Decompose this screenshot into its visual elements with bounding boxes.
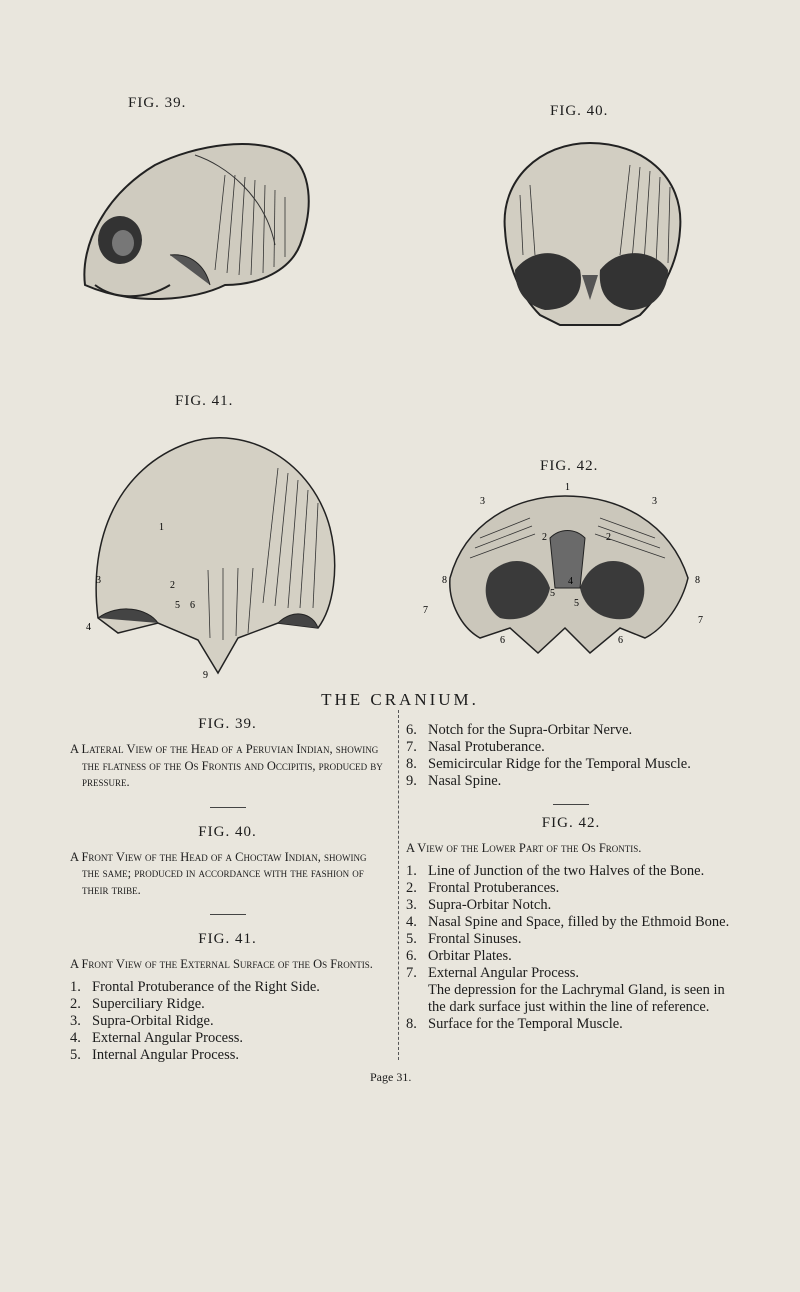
fig41-label-6: 6 bbox=[190, 600, 195, 611]
fig40-plate-label: FIG. 40. bbox=[550, 103, 609, 119]
fig42-list bbox=[406, 863, 736, 1033]
fig42-lower-frontal-illustration bbox=[420, 478, 710, 658]
fig42-description: A View of the Lower Part of the Os Frontis. bbox=[406, 841, 642, 855]
fig41-label-1: 1 bbox=[159, 522, 164, 533]
fig40-description: A Front View of the Head of a Choctaw Indian, showing the same; produced in accordance with the fashion of their tribe. bbox=[70, 849, 367, 897]
fig40-skull-illustration bbox=[490, 135, 690, 330]
fig42-label-4: 4 bbox=[568, 576, 573, 587]
fig42-label-2-right: 2 bbox=[606, 532, 611, 543]
list-item: 2. Superciliary Ridge. bbox=[70, 995, 205, 1012]
list-item: 5. Frontal Sinuses. bbox=[406, 930, 522, 947]
list-item: 4. External Angular Process. bbox=[70, 1029, 244, 1046]
list-item: 2. Frontal Protuberances. bbox=[406, 879, 560, 896]
page-heading: THE CRANIUM. bbox=[321, 690, 479, 709]
fig42-label-5-right: 5 bbox=[574, 598, 579, 609]
fig39-skull-illustration bbox=[75, 135, 315, 310]
list-item: 4. Nasal Spine and Space, filled by the Ethmoid Bone. bbox=[406, 913, 730, 930]
fig42-label-8-right: 8 bbox=[695, 575, 700, 586]
list-item: 8. Semicircular Ridge for the Temporal Muscle. bbox=[406, 756, 691, 772]
fig41-plate-label: FIG. 41. bbox=[175, 393, 234, 409]
fig42-label-3-right: 3 bbox=[652, 496, 657, 507]
fig42-label-5-left: 5 bbox=[550, 588, 555, 599]
fig41-label-5: 5 bbox=[175, 600, 180, 611]
divider-rule bbox=[210, 914, 246, 915]
fig42-label-8-left: 8 bbox=[442, 575, 447, 586]
column-divider bbox=[398, 710, 399, 1060]
list-item: 3. Supra-Orbital Ridge. bbox=[70, 1012, 214, 1029]
divider-rule bbox=[553, 804, 589, 805]
fig41-label-4: 4 bbox=[86, 622, 91, 633]
list-item: 3. Supra-Orbitar Notch. bbox=[406, 896, 552, 913]
divider-rule bbox=[210, 807, 246, 808]
list-item: 7. External Angular Process. bbox=[406, 964, 580, 981]
fig42-plate-label: FIG. 42. bbox=[540, 458, 599, 474]
fig42-label-6-right: 6 bbox=[618, 635, 623, 646]
fig41-label-2: 2 bbox=[170, 580, 175, 591]
fig42-label-6-left: 6 bbox=[500, 635, 505, 646]
fig41-label-3: 3 bbox=[96, 575, 101, 586]
fig42-caption-title: FIG. 42. bbox=[541, 815, 601, 831]
fig41-list-continued bbox=[406, 722, 736, 790]
fig39-caption-title: FIG. 39. bbox=[198, 716, 257, 732]
fig42-label-7-right: 7 bbox=[698, 615, 703, 626]
page-number: Page 31. bbox=[370, 1070, 412, 1084]
fig39-plate-label: FIG. 39. bbox=[128, 95, 187, 111]
list-item: 6. Notch for the Supra-Orbitar Nerve. bbox=[406, 722, 633, 738]
list-item: 8. Surface for the Temporal Muscle. bbox=[406, 1015, 623, 1032]
fig41-label-9: 9 bbox=[203, 670, 208, 680]
right-column bbox=[406, 722, 736, 1033]
left-column bbox=[70, 716, 385, 1064]
fig42-label-3-left: 3 bbox=[480, 496, 485, 507]
list-item: 9. Nasal Spine. bbox=[406, 773, 502, 789]
fig39-description: A Lateral View of the Head of a Peruvian Indian, showing the flatness of the Os Frontis and Occipitis, produced by pressure. bbox=[70, 742, 383, 789]
list-item: 5. Internal Angular Process. bbox=[70, 1046, 239, 1063]
list-item: 7. Nasal Protuberance. bbox=[406, 739, 545, 755]
fig41-frontal-bone-illustration bbox=[78, 418, 343, 680]
list-item: 1. Frontal Protuberance of the Right Side. bbox=[70, 978, 320, 995]
list-item: The depression for the Lachrymal Gland, is seen in the dark surface just within the line of reference. bbox=[428, 981, 725, 1015]
list-item: 1. Line of Junction of the two Halves of the Bone. bbox=[406, 862, 705, 879]
fig40-caption-title: FIG. 40. bbox=[198, 823, 257, 840]
fig42-label-2-left: 2 bbox=[542, 532, 547, 543]
fig42-label-1: 1 bbox=[565, 482, 570, 493]
fig42-label-7-left: 7 bbox=[423, 605, 428, 616]
fig41-description: A Front View of the External Surface of the Os Frontis. bbox=[70, 957, 373, 971]
list-item: 6. Orbitar Plates. bbox=[406, 947, 512, 964]
fig41-caption-title: FIG. 41. bbox=[198, 931, 257, 947]
fig41-list bbox=[70, 979, 385, 1064]
